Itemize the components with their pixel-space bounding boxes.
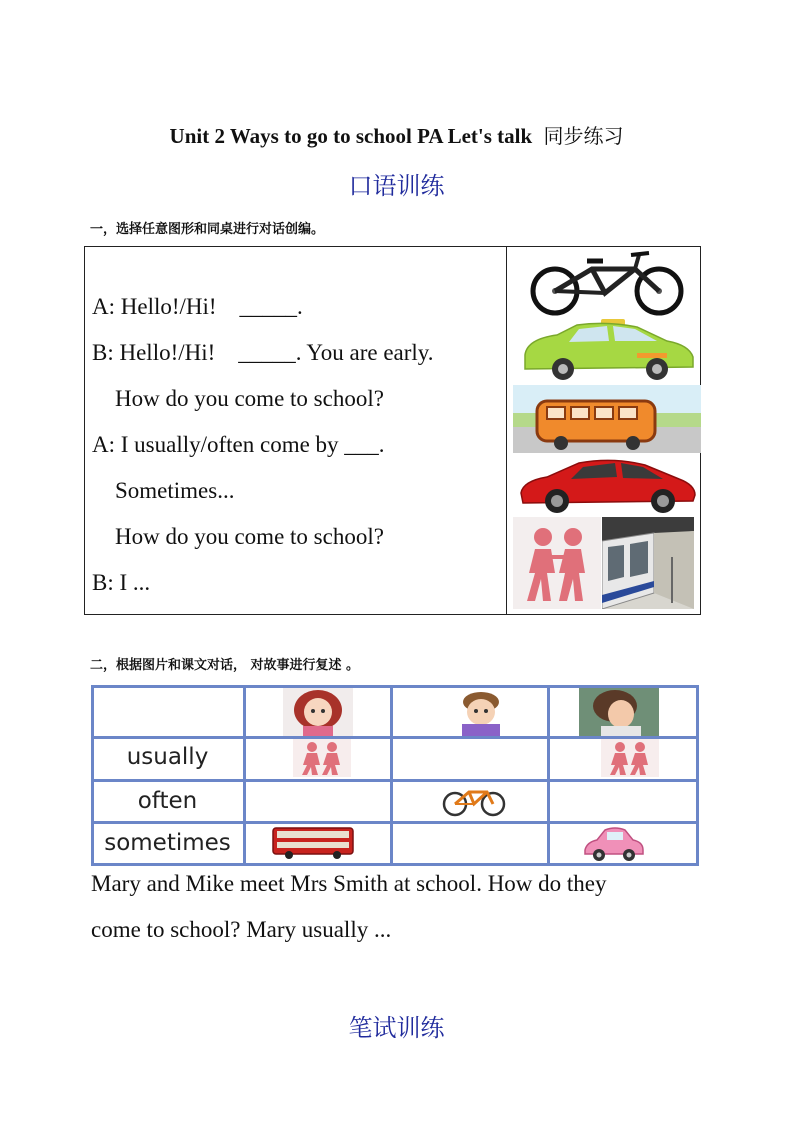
title-en: Unit 2 Ways to go to school PA Let's talk <box>169 124 533 148</box>
grid-line <box>91 821 699 824</box>
grid-line <box>91 863 699 866</box>
dialogue-line: How do you come to school? <box>92 524 384 549</box>
grid-line <box>696 685 699 866</box>
worksheet-title <box>0 120 793 149</box>
car-icon <box>581 826 647 862</box>
story-line: Mary and Mike meet Mrs Smith at school. How do they <box>91 871 607 896</box>
girl-mary-avatar <box>283 688 353 736</box>
subway-icon <box>602 517 694 609</box>
row-label-usually: usually <box>126 744 209 770</box>
bicycle-icon <box>517 247 697 317</box>
box-divider <box>506 247 507 614</box>
section-written-heading: 笔试训练 <box>348 1014 445 1042</box>
dialogue-line: Sometimes... <box>92 478 235 503</box>
grid-line <box>547 685 550 866</box>
task-1-instruction: 一，选择任意图形和同桌进行对话创编。 <box>90 222 325 237</box>
dialogue-box <box>84 246 701 615</box>
grid-line <box>91 779 699 782</box>
walking-icon <box>293 739 351 777</box>
row-label-sometimes: sometimes <box>104 830 231 856</box>
title-cn: 同步练习 <box>543 124 624 148</box>
dialogue-line: B: I ... <box>92 570 151 595</box>
car-icon <box>517 453 697 517</box>
walking-icon <box>513 517 601 609</box>
dialogue-line: A: I usually/often come by ___. <box>92 432 385 457</box>
double-decker-bus-icon <box>271 826 355 860</box>
boy-mike-avatar <box>446 688 516 736</box>
dialogue-line: A: Hello!/Hi! _____. <box>92 294 303 319</box>
retell-table <box>91 685 699 866</box>
dialogue-line: How do you come to school? <box>92 386 384 411</box>
walking-icon <box>601 739 659 777</box>
story-line: come to school? Mary usually ... <box>91 917 392 942</box>
bicycle-icon <box>441 784 507 818</box>
task-2-instruction: 二，根据图片和课文对话， 对故事进行复述 。 <box>90 658 360 673</box>
dialogue-line: B: Hello!/Hi! _____. You are early. <box>92 340 434 365</box>
mrs-smith-avatar <box>579 688 659 736</box>
taxi-icon <box>517 317 697 385</box>
bus-icon <box>513 385 701 453</box>
row-label-often: often <box>137 788 198 814</box>
grid-line <box>390 685 393 866</box>
section-oral-heading: 口语训练 <box>348 172 445 200</box>
